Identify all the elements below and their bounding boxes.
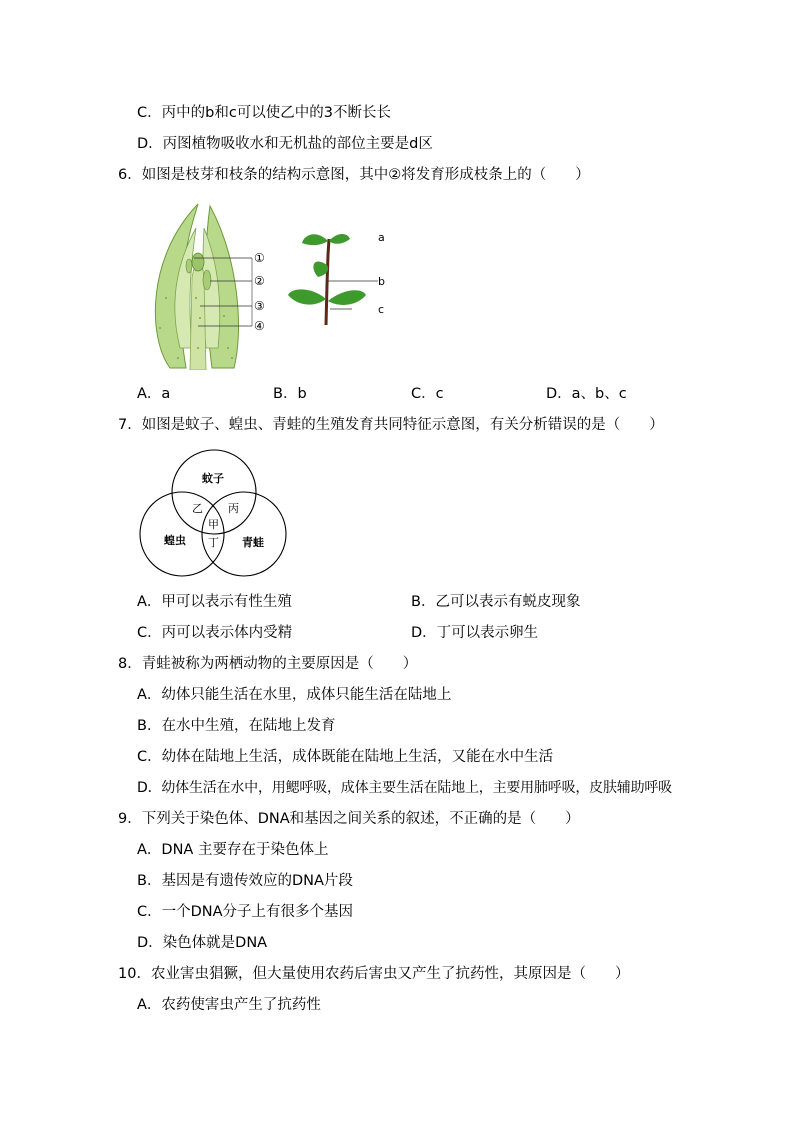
bud-label-1: ① bbox=[254, 251, 265, 265]
q6-option-a: A．a bbox=[137, 386, 171, 402]
q7-option-c: C．丙可以表示体内受精 bbox=[137, 625, 293, 641]
venn-mosquito: 蚊子 bbox=[202, 472, 224, 485]
bud-diagram bbox=[140, 198, 275, 370]
q10-option-a: A．农药使害虫产生了抗药性 bbox=[137, 997, 321, 1013]
venn-ding: 丁 bbox=[208, 536, 219, 549]
q6-option-b: B．b bbox=[273, 386, 307, 402]
q6-options bbox=[0, 384, 794, 404]
bud-label-4: ④ bbox=[254, 319, 265, 333]
q8-option-d: D．幼体生活在水中，用鳃呼吸，成体主要生活在陆地上，主要用肺呼吸，皮肤辅助呼吸 bbox=[137, 780, 672, 796]
q7-option-d: D．丁可以表示卵生 bbox=[411, 625, 539, 641]
branch-label-c: c bbox=[378, 303, 385, 316]
q9-option-c: C．一个DNA分子上有很多个基因 bbox=[137, 904, 354, 920]
bud-label-3: ③ bbox=[254, 299, 265, 313]
q9-option-a: A．DNA 主要存在于染色体上 bbox=[137, 842, 329, 858]
branch-label-b: b bbox=[378, 275, 385, 288]
q8-option-c: C．幼体在陆地上生活，成体既能在陆地上生活，又能在水中生活 bbox=[137, 749, 554, 765]
q7-option-a: A．甲可以表示有性生殖 bbox=[137, 594, 292, 610]
branch-diagram bbox=[286, 225, 391, 330]
bud-label-2: ② bbox=[254, 274, 265, 288]
q5-option-c: C．丙中的b和c可以使乙中的3不断长长 bbox=[137, 105, 392, 121]
q10-stem: 10．农业害虫猖獗，但大量使用农药后害虫又产生了抗药性，其原因是（ ） bbox=[118, 966, 630, 982]
q9-option-d: D．染色体就是DNA bbox=[137, 935, 268, 951]
venn-yi: 乙 bbox=[192, 502, 203, 515]
q7-options-row2 bbox=[0, 623, 794, 643]
venn-frog: 青蛙 bbox=[242, 536, 264, 549]
q6-stem: 6．如图是枝芽和枝条的结构示意图，其中②将发育形成枝条上的（ ） bbox=[118, 167, 590, 183]
q6-option-d: D．a、b、c bbox=[546, 386, 627, 402]
venn-bing: 丙 bbox=[228, 502, 239, 515]
venn-diagram bbox=[138, 448, 290, 580]
q5-option-d: D．丙图植物吸收水和无机盐的部位主要是d区 bbox=[137, 136, 433, 152]
q8-option-a: A．幼体只能生活在水里，成体只能生活在陆地上 bbox=[137, 687, 452, 703]
branch-label-a: a bbox=[378, 231, 385, 244]
q9-option-b: B．基因是有遗传效应的DNA片段 bbox=[137, 873, 353, 889]
q7-stem: 7．如图是蚊子、蝗虫、青蛙的生殖发育共同特征示意图，有关分析错误的是（ ） bbox=[118, 417, 664, 433]
venn-center: 甲 bbox=[208, 518, 219, 531]
q8-stem: 8．青蛙被称为两栖动物的主要原因是（ ） bbox=[118, 656, 418, 672]
q9-stem: 9．下列关于染色体、DNA和基因之间关系的叙述，不正确的是（ ） bbox=[118, 811, 580, 827]
venn-locust: 蝗虫 bbox=[164, 534, 186, 547]
q8-option-b: B．在水中生殖，在陆地上发育 bbox=[137, 718, 336, 734]
q7-option-b: B．乙可以表示有蜕皮现象 bbox=[411, 594, 581, 610]
q7-options-row1 bbox=[0, 592, 794, 612]
q6-option-c: C．c bbox=[411, 386, 444, 402]
